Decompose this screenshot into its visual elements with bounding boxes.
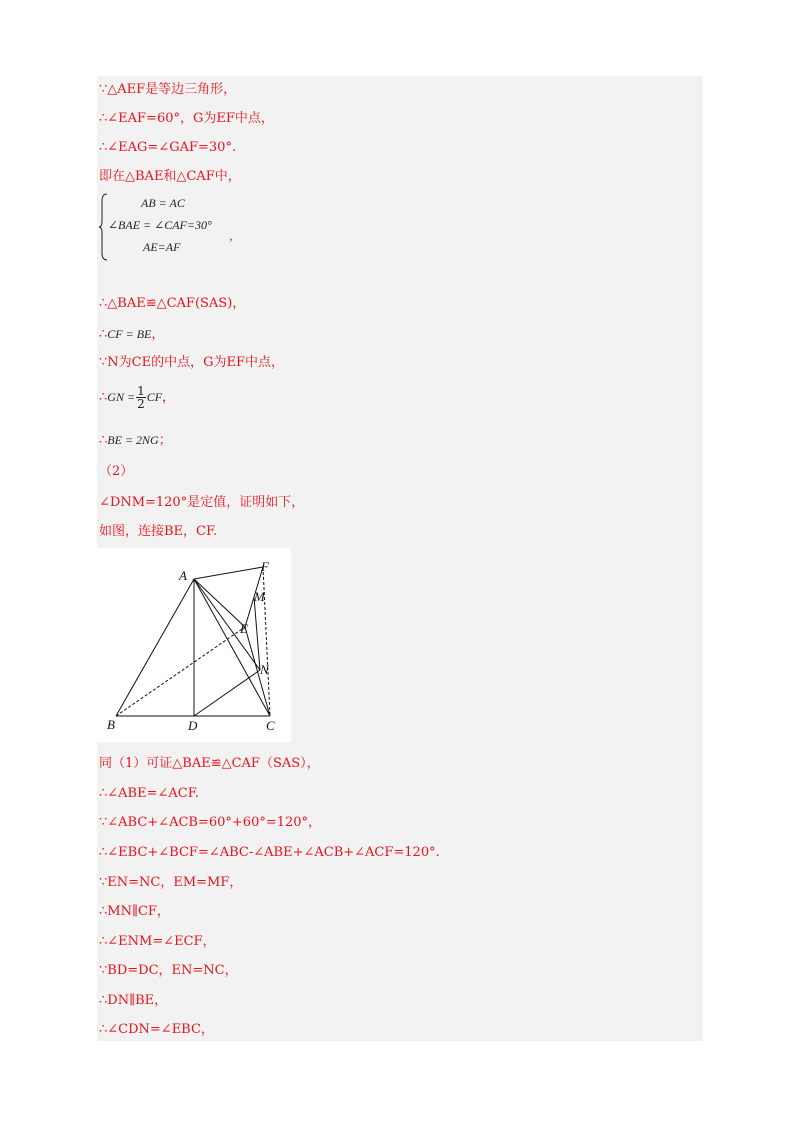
text-line-4: 即在△BAE和△CAF中， <box>99 169 241 184</box>
label-b: B <box>107 717 115 732</box>
text-line-13: 同（1）可证△BAE≌△CAF（SAS）， <box>99 756 320 771</box>
therefore-symbol: ∴ <box>99 327 108 342</box>
label-m: M <box>254 589 265 604</box>
text-line-19: ∴∠ENM=∠ECF， <box>99 934 216 949</box>
text-line-17: ∵EN=NC，EM=MF， <box>99 875 243 890</box>
text-line-11: ∠DNM=120°是定值，证明如下， <box>99 495 305 510</box>
therefore-symbol: ∴ <box>99 433 108 448</box>
text-line-14: ∴∠ABE=∠ACF. <box>99 786 199 801</box>
math-cf: CF <box>146 390 163 404</box>
math-cf-be: CF = BE <box>107 327 152 341</box>
label-c: C <box>266 718 275 733</box>
therefore-symbol: ∴ <box>99 390 108 405</box>
geometry-figure <box>97 548 291 742</box>
equation-system <box>99 193 242 261</box>
text-line-15: ∵∠ABC+∠ACB=60°+60°=120°， <box>99 815 322 830</box>
text-line-3: ∴∠EAG=∠GAF=30°. <box>99 140 237 155</box>
equation-row-1: AB = AC <box>141 196 185 210</box>
punct: ， <box>162 390 176 405</box>
text-line-2: ∴∠EAF=60°，G为EF中点， <box>99 111 274 126</box>
text-line-21: ∴DN∥BE， <box>99 993 168 1008</box>
equation-row-3: AE=AF <box>143 240 181 254</box>
text-line-6 <box>99 326 164 343</box>
math-be-2ng: BE = 2NG <box>107 433 159 447</box>
text-line-22: ∴∠CDN=∠EBC， <box>99 1022 214 1037</box>
label-n: N <box>260 662 269 677</box>
fraction-denominator: 2 <box>137 397 145 411</box>
text-line-7: ∵N为CE的中点，G为EF中点， <box>99 355 284 370</box>
fraction-numerator: 1 <box>137 384 145 398</box>
text-line-10: （2） <box>99 464 134 479</box>
geometry-diagram <box>97 548 291 742</box>
equation-row-2: ∠BAE = ∠CAF=30° <box>108 218 212 232</box>
label-a: A <box>179 568 187 583</box>
punct: ； <box>158 433 172 448</box>
label-e: E <box>240 621 248 636</box>
text-line-12: 如图，连接BE，CF. <box>99 524 218 539</box>
math-gn: GN = <box>107 390 136 404</box>
label-d: D <box>188 718 198 733</box>
fraction-one-half <box>136 385 146 410</box>
punct: ， <box>151 327 165 342</box>
text-line-20: ∵BD=DC，EN=NC， <box>99 963 238 978</box>
text-line-1: ∵△AEF是等边三角形， <box>99 82 237 97</box>
equation-tail: ， <box>229 229 242 243</box>
text-line-18: ∴MN∥CF， <box>99 904 170 919</box>
text-line-16: ∴∠EBC+∠BCF=∠ABC-∠ABE+∠ACB+∠ACF=120°. <box>99 845 440 860</box>
text-line-9 <box>99 432 172 449</box>
label-f: F <box>261 559 269 574</box>
text-line-5: ∴△BAE≌△CAF(SAS)， <box>99 296 246 311</box>
text-line-8 <box>99 382 175 413</box>
